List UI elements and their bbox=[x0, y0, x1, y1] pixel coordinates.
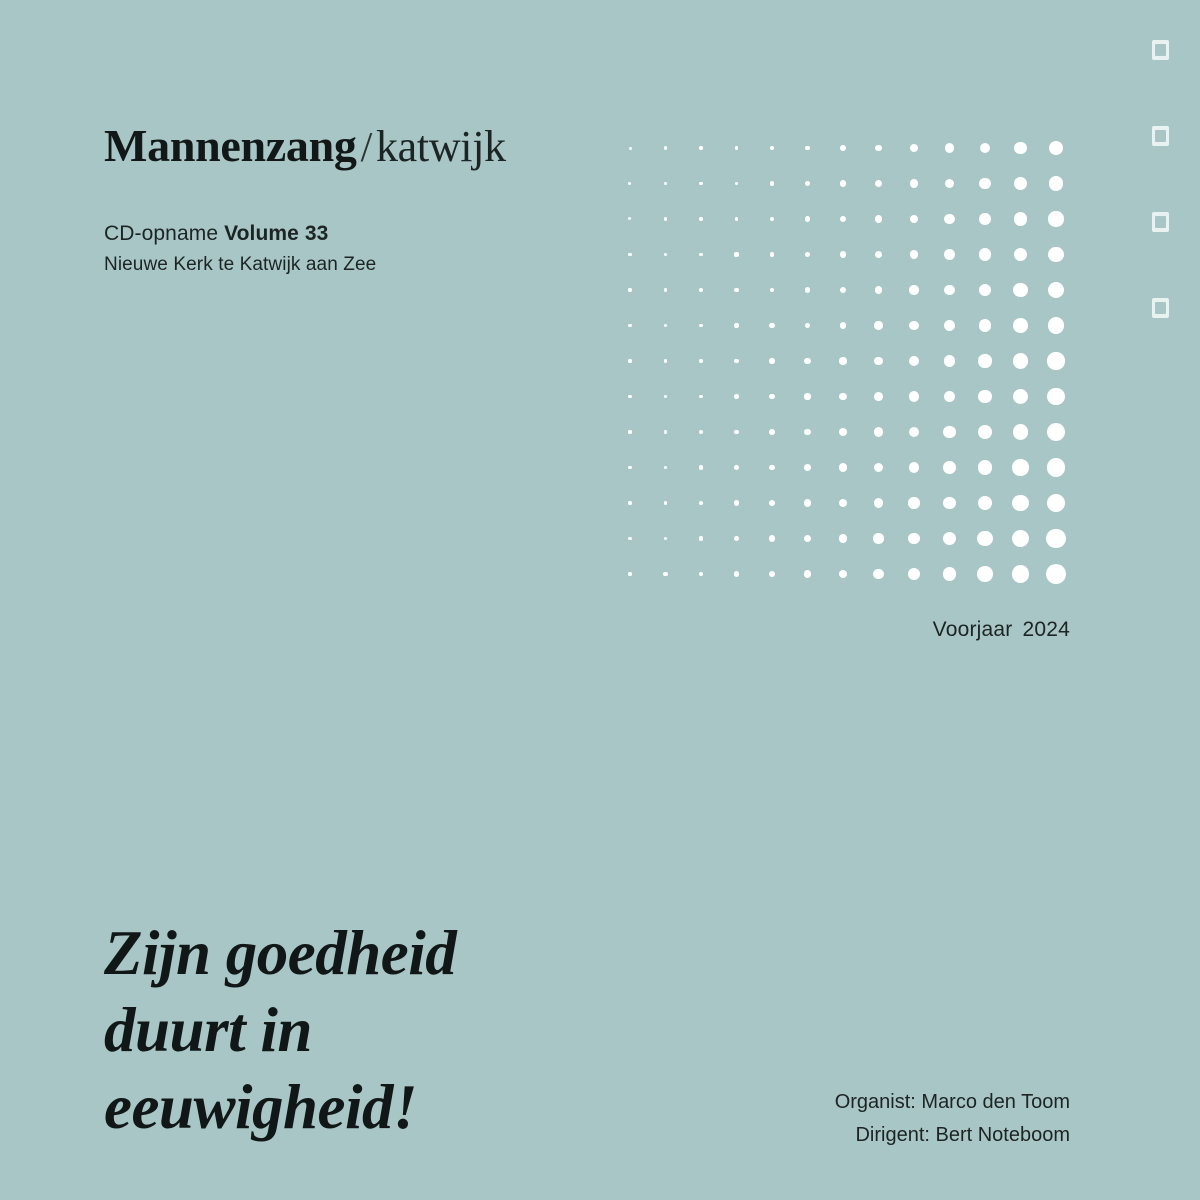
subtitle-volume bbox=[104, 222, 624, 246]
edge-mark-2-icon bbox=[1152, 126, 1169, 146]
season-year bbox=[933, 618, 1070, 642]
title-bold-part: Mannenzang bbox=[104, 120, 357, 171]
credit-conductor: Dirigent: Bert Noteboom bbox=[855, 1124, 1070, 1146]
season-label: Voorjaar bbox=[932, 618, 1013, 641]
year-label: 2024 bbox=[1022, 618, 1070, 641]
credit-organist: Organist: Marco den Toom bbox=[834, 1091, 1070, 1113]
subtitle-volume-prefix: CD-opname bbox=[104, 222, 225, 246]
edge-marks bbox=[1152, 40, 1176, 384]
quote-line-3: eeuwigheid! bbox=[104, 1071, 418, 1142]
edge-mark-1-icon bbox=[1152, 40, 1169, 60]
credits-block bbox=[835, 1086, 1070, 1152]
cover-quote bbox=[104, 915, 664, 1146]
subtitle-location: Nieuwe Kerk te Katwijk aan Zee bbox=[104, 254, 377, 276]
quote-line-2: duurt in bbox=[104, 994, 312, 1065]
edge-mark-4-icon bbox=[1152, 298, 1169, 318]
title-light-part: katwijk bbox=[375, 122, 506, 171]
dot-grid-graphic bbox=[620, 138, 1072, 590]
title-block bbox=[104, 122, 624, 276]
edge-mark-3-icon bbox=[1152, 212, 1169, 232]
subtitle-volume-number: Volume 33 bbox=[224, 222, 329, 246]
page-title bbox=[104, 122, 624, 170]
quote-line-1: Zijn goedheid bbox=[104, 918, 457, 988]
title-separator: / bbox=[360, 125, 372, 171]
